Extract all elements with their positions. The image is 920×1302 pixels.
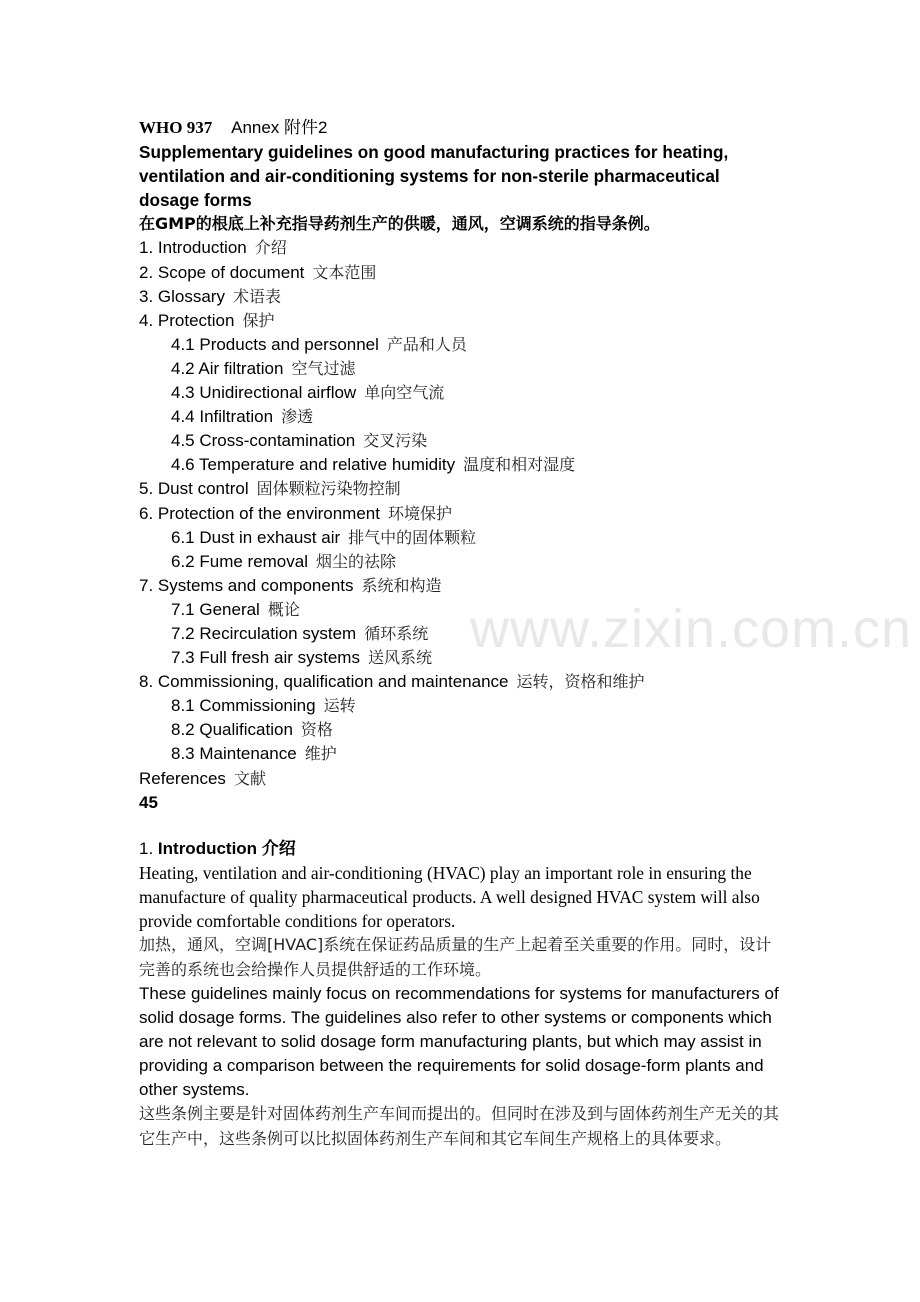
toc-item — [139, 694, 784, 718]
toc-item-title: 7. Systems and components — [139, 575, 354, 595]
toc-item — [139, 453, 784, 477]
toc-item-translation: 送风系统 — [367, 648, 432, 668]
toc-item — [139, 477, 784, 501]
annex-label: Annex 附件2 — [231, 118, 328, 137]
watermark: www.zixin.com.cn — [470, 599, 913, 659]
toc-item-title: 4.1 Products and personnel — [171, 334, 379, 354]
toc-item-title: 6. Protection of the environment — [139, 503, 380, 523]
toc-item-title: 5. Dust control — [139, 479, 249, 499]
toc-item — [139, 429, 784, 453]
toc-item — [139, 742, 784, 766]
toc-item-title: 4.6 Temperature and relative humidity — [171, 455, 456, 475]
toc-item — [139, 381, 784, 405]
toc-item-title: 4.5 Cross-contamination — [171, 431, 356, 451]
toc-item-title: 2. Scope of document — [139, 262, 305, 282]
document-header — [139, 116, 784, 140]
toc-item-title: 1. Introduction — [139, 238, 247, 258]
section-heading — [139, 837, 784, 861]
paragraph-1-en: Heating, ventilation and air-conditioning (HVAC) play an important role in ensuring the manufacture of quality pharmaceutical products. A well designed HVAC system will also provide comfortable conditions for operators. — [139, 862, 760, 932]
toc-item-translation: 温度和相对湿度 — [463, 455, 576, 475]
section-number: 1. — [139, 838, 154, 858]
toc-item — [139, 333, 784, 357]
toc-item-translation: 循环系统 — [364, 623, 429, 643]
toc-item-translation: 概论 — [267, 599, 300, 619]
toc-item — [139, 285, 784, 309]
paragraph-2-zh: 这些条例主要是针对固体药剂生产车间而提出的。但同时在涉及到与固体药剂生产无关的其它生产中，这些条例可以比拟固体药剂生产车间和其它车间生产规格上的具体要求。 — [139, 1104, 780, 1148]
toc-item-translation: 固体颗粒污染物控制 — [256, 479, 401, 499]
section-title: Introduction 介绍 — [157, 838, 296, 858]
toc-item-title: 8.1 Commissioning — [171, 696, 316, 716]
toc-item — [139, 622, 784, 646]
toc-item — [139, 309, 784, 333]
toc-item-translation: 系统和构造 — [361, 575, 442, 595]
toc-item-translation: 烟尘的祛除 — [316, 551, 397, 571]
toc-item-translation: 运转 — [323, 696, 356, 716]
toc-item-translation: 产品和人员 — [386, 334, 467, 354]
document-page — [139, 116, 784, 1151]
paragraph-2-en: These guidelines mainly focus on recommendations for systems for manufacturers of solid dosage forms. The guidelines also refer to other systems or components which are not relevant to solid dosage form manufacturing plants, but which may assist in providing a comparison between the requirements for solid dosage-form plants and other systems. — [139, 983, 779, 1100]
toc-item-translation: 维护 — [304, 744, 337, 764]
toc-item — [139, 670, 784, 694]
toc-item-translation: 术语表 — [232, 286, 281, 306]
toc-item-title: 6.1 Dust in exhaust air — [171, 527, 341, 547]
toc-item-translation: 介绍 — [254, 238, 287, 258]
toc-item — [139, 502, 784, 526]
toc-item — [139, 718, 784, 742]
toc-item-translation: 渗透 — [281, 407, 314, 427]
toc-item — [139, 574, 784, 598]
toc-item — [139, 357, 784, 381]
table-of-contents — [139, 236, 784, 790]
toc-item — [139, 550, 784, 574]
toc-item — [139, 646, 784, 670]
who-label: WHO 937 — [139, 118, 213, 137]
toc-item-title: 4. Protection — [139, 310, 235, 330]
toc-item-translation: 文献 — [233, 768, 266, 788]
toc-item-title: 4.4 Infiltration — [171, 407, 274, 427]
toc-item-title: 8.2 Qualification — [171, 720, 293, 740]
toc-item-title: 7.2 Recirculation system — [171, 623, 357, 643]
toc-item-title: 3. Glossary — [139, 286, 225, 306]
toc-item — [139, 261, 784, 285]
paragraph-1-zh: 加热，通风，空调[HVAC]系统在保证药品质量的生产上起着至关重要的作用。同时，设计完善的系统也会给操作人员提供舒适的工作环境。 — [139, 935, 772, 979]
document-title-zh: 在GMP的根底上补充指导药剂生产的供暖，通风，空调系统的指导条例。 — [139, 214, 660, 234]
toc-item-translation: 资格 — [300, 720, 333, 740]
toc-item-title: 7.1 General — [171, 599, 260, 619]
toc-item-translation: 保护 — [242, 310, 275, 330]
toc-item-translation: 排气中的固体颗粒 — [348, 527, 477, 547]
toc-item — [139, 405, 784, 429]
toc-item-translation: 空气过滤 — [291, 358, 356, 378]
toc-item-title: 6.2 Fume removal — [171, 551, 308, 571]
toc-item-title: 4.3 Unidirectional airflow — [171, 383, 357, 403]
toc-item — [139, 526, 784, 550]
toc-item-title: 4.2 Air filtration — [171, 358, 284, 378]
toc-item — [139, 767, 784, 791]
toc-item-title: 8.3 Maintenance — [171, 744, 297, 764]
toc-item — [139, 236, 784, 260]
document-title-en: Supplementary guidelines on good manufacturing practices for heating, ventilation and air-conditioning systems for non-sterile pharmaceutical dosage forms — [139, 142, 729, 211]
toc-item-title: 8. Commissioning, qualification and maintenance — [139, 672, 509, 692]
toc-item-translation: 环境保护 — [387, 503, 452, 523]
page-number: 45 — [139, 792, 158, 812]
toc-item-translation: 单向空气流 — [364, 383, 445, 403]
toc-item-title: 7.3 Full fresh air systems — [171, 648, 360, 668]
toc-item-translation: 文本范围 — [312, 262, 377, 282]
toc-item-translation: 运转，资格和维护 — [516, 672, 645, 692]
toc-item-title: References — [139, 768, 226, 788]
toc-item-translation: 交叉污染 — [363, 431, 428, 451]
toc-item — [139, 598, 784, 622]
